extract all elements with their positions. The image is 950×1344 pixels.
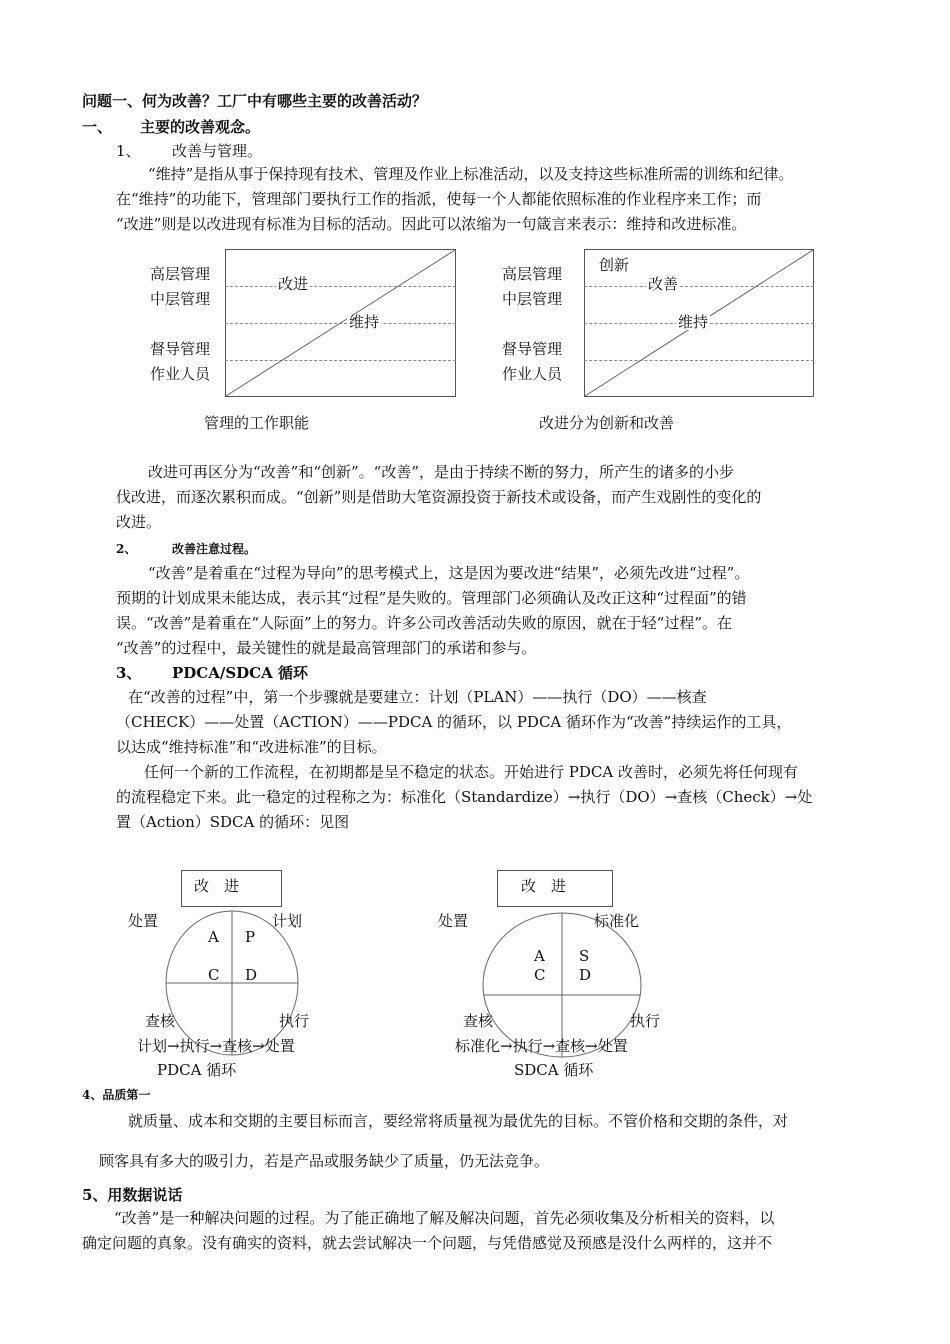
- sdca-label-check: 查核: [463, 1012, 494, 1030]
- sdca-label-standardize: 标准化: [594, 912, 640, 930]
- sdca-improve-label: 改 进: [521, 877, 567, 895]
- sdca-caption: SDCA 循环: [514, 1061, 594, 1079]
- para2-line-3: 改进。: [116, 513, 162, 531]
- s5-paragraph: [82, 1206, 882, 1256]
- fig2-label-middle: 中层管理: [502, 290, 563, 308]
- pdca-caption: PDCA 循环: [157, 1061, 237, 1079]
- s5-title: 5、用数据说话: [82, 1186, 183, 1204]
- s3-p1-line-2: （CHECK）——处置（ACTION）——PDCA 的循环，以 PDCA 循环作为“改善”持续运作的工具，: [116, 713, 792, 731]
- fig1-caption: 管理的工作职能: [204, 414, 310, 432]
- fig2-caption: 改进分为创新和改善: [539, 414, 675, 432]
- section1-title: 主要的改善观念。: [140, 118, 261, 136]
- s4-title: 4、品质第一: [82, 1088, 151, 1102]
- pdca-quadrant-d: D: [245, 966, 258, 984]
- s3-p2-line-1: 任何一个新的工作流程，在初期都是呈不稳定的状态。开始进行 PDCA 改善时，必须先将任何现有: [144, 763, 798, 781]
- fig2-label-top: 高层管理: [502, 265, 563, 283]
- s3-p1-line-3: 以达成“维持标准”和“改进标准”的目标。: [116, 738, 387, 756]
- s1-title: 改善与管理。: [172, 142, 263, 160]
- fig1-label-middle: 中层管理: [150, 290, 211, 308]
- s3-p2-line-3: 置（Action）SDCA 的循环：见图: [116, 813, 350, 831]
- fig2-maintain-label: 维持: [678, 313, 709, 331]
- sdca-quadrant-s: S: [579, 947, 590, 965]
- fig1-label-supervisor: 督导管理: [150, 340, 211, 358]
- sdca-label-action: 处置: [438, 912, 469, 930]
- s5-line-2: 确定问题的真象。没有确实的资料，就去尝试解决一个问题，与凭借感觉及预感是没什么两样的，这并不: [82, 1234, 773, 1252]
- fig2-label-worker: 作业人员: [502, 365, 563, 383]
- pdca-quadrant-c: C: [208, 966, 220, 984]
- s5-line-1: “改善”是一种解决问题的过程。为了能正确地了解及解决问题，首先必须收集及分析相关的资料，以: [114, 1209, 775, 1227]
- fig1-label-worker: 作业人员: [150, 365, 211, 383]
- s2-line-3: 误。“改善”是着重在“人际面”上的努力。许多公司改善活动失败的原因，就在于轻“过程”。在: [116, 614, 733, 632]
- pdca-quadrant-p: P: [245, 928, 256, 946]
- s3-number: 3、: [116, 664, 142, 682]
- s4-line-2: 顾客具有多大的吸引力，若是产品或服务缺少了质量，仍无法竞争。: [99, 1152, 550, 1170]
- fig1-label-top: 高层管理: [150, 265, 211, 283]
- s2-title: 改善注意过程。: [172, 542, 257, 556]
- pdca-label-do: 执行: [279, 1012, 310, 1030]
- s1-number: 1、: [116, 142, 141, 160]
- s1-line-1: “维持”是指从事于保持现有技术、管理及作业上标准活动，以及支持这些标准所需的训练和纪律。: [148, 165, 794, 183]
- s3-title: PDCA/SDCA 循环: [172, 664, 308, 682]
- fig2-kaizen-label: 改善: [648, 275, 679, 293]
- fig2-innovation-label: 创新: [599, 256, 630, 274]
- s3-p1-line-1: 在“改善的过程”中，第一个步骤就是要建立：计划（PLAN）——执行（DO）——核查: [128, 688, 707, 706]
- s2-line-4: “改善”的过程中，最关键性的就是最高管理部门的承诺和参与。: [116, 639, 537, 657]
- s1-line-3: “改进”则是以改进现有标准为目标的活动。因此可以浓缩为一句箴言来表示：维持和改进标准。: [116, 215, 747, 233]
- page-title: 问题一、何为改善？工厂中有哪些主要的改善活动？: [82, 92, 428, 110]
- fig1-improve-label: 改进: [278, 275, 309, 293]
- pdca-flow: 计划→执行→查核→处置: [137, 1037, 295, 1055]
- pdca-quadrant-a: A: [208, 928, 219, 946]
- section1-number: 一、: [82, 118, 113, 136]
- sdca-quadrant-a: A: [534, 947, 545, 965]
- s1-line-2: 在“维持”的功能下，管理部门要执行工作的指派，使每一个人都能依照标准的作业程序来工作；而: [116, 190, 762, 208]
- s2-line-1: “改善”是着重在“过程为导向”的思考模式上，这是因为要改进“结果”，必须先改进“过程”。: [148, 564, 750, 582]
- pdca-label-check: 查核: [145, 1012, 176, 1030]
- para2-line-2: 伐改进，而逐次累积而成。“创新”则是借助大笔资源投资于新技术或设备，而产生戏剧性的变化的: [116, 488, 762, 506]
- pdca-label-plan: 计划: [272, 912, 303, 930]
- sdca-flow: 标准化→执行→查核→处置: [455, 1037, 628, 1055]
- fig2-label-supervisor: 督导管理: [502, 340, 563, 358]
- s3-p2-line-2: 的流程稳定下来。此一稳定的过程称之为：标准化（Standardize）→执行（DO）→查核（Check）→处: [116, 788, 813, 806]
- sdca-label-do: 执行: [630, 1012, 661, 1030]
- fig1-maintain-label: 维持: [349, 313, 380, 331]
- sdca-quadrant-d: D: [579, 966, 592, 984]
- para2-line-1: 改进可再区分为“改善”和“创新”。“改善”，是由于持续不断的努力，所产生的诸多的小步: [148, 463, 735, 481]
- pdca-label-action: 处置: [128, 912, 159, 930]
- s4-line-1: 就质量、成本和交期的主要目标而言，要经常将质量视为最优先的目标。不管价格和交期的条件，对: [128, 1112, 789, 1130]
- s2-line-2: 预期的计划成果未能达成，表示其“过程”是失败的。管理部门必须确认及改正这种“过程面”的错: [116, 589, 747, 607]
- s2-number: 2、: [116, 542, 137, 556]
- pdca-improve-label: 改 进: [194, 877, 240, 895]
- sdca-quadrant-c: C: [534, 966, 546, 984]
